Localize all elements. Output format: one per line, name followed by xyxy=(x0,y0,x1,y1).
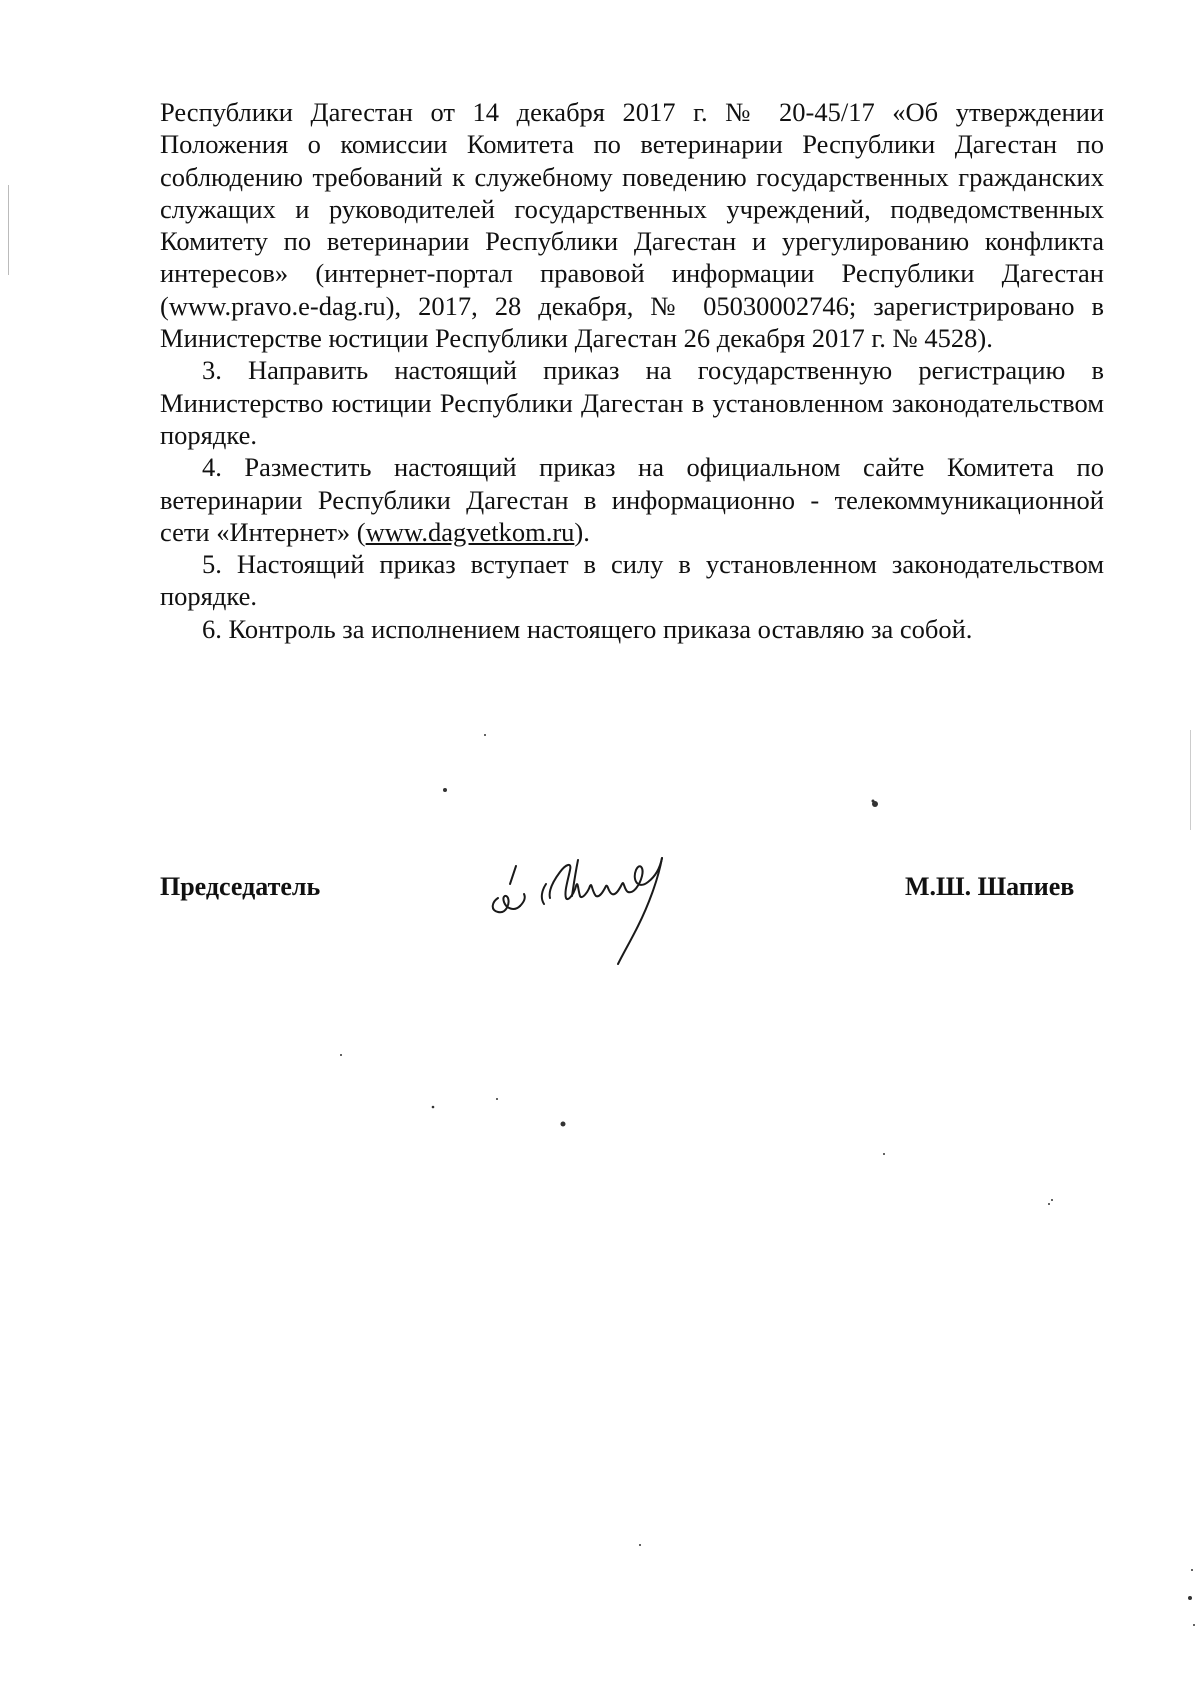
signer-position: Председатель xyxy=(160,872,321,901)
paragraph-item-4-text: 4. Разместить настоящий приказ на официальном сайте Комитета по ветеринарии Республики Дагестан в информационно - телекоммуникационной сети «Интернет» ( xyxy=(160,452,1104,547)
signature-block xyxy=(0,850,1200,1000)
scan-margin-mark xyxy=(8,185,9,275)
paragraph-item-5: 5. Настоящий приказ вступает в силу в установленном законодательством порядке. xyxy=(160,549,1104,612)
paragraph-item-3: 3. Направить настоящий приказ на государственную регистрацию в Министерство юстиции Республики Дагестан в установленном законодательством порядке. xyxy=(160,355,1104,450)
paragraph-continuation: Республики Дагестан от 14 декабря 2017 г. № 20-45/17 «Об утверждении Положения о комиссии Комитета по ветеринарии Республики Дагестан по соблюдению требований к служебному поведению государственных гражданских служащих и руководителей государственных учреждений, подведомственных Комитету по ветеринарии Республики Дагестан и урегулированию конфликта интересов» (интернет-портал правовой информации Республики Дагестан (www.pravo.e-dag.ru), 2017, 28 декабря, № 05030002746; зарегистрировано в Министерстве юстиции Республики Дагестан 26 декабря 2017 г. № 4528). xyxy=(160,97,1104,354)
handwritten-signature xyxy=(480,840,780,990)
scan-margin-mark-right xyxy=(1190,730,1191,830)
website-link[interactable]: www.dagvetkom.ru xyxy=(365,516,575,547)
paragraph-item-4 xyxy=(160,451,1104,548)
signer-name: М.Ш. Шапиев xyxy=(905,872,1075,901)
paragraph-item-6: 6. Контроль за исполнением настоящего приказа оставляю за собой. xyxy=(202,613,973,644)
paragraph-item-4-tail: ). xyxy=(574,516,590,547)
document-body xyxy=(160,96,1104,645)
